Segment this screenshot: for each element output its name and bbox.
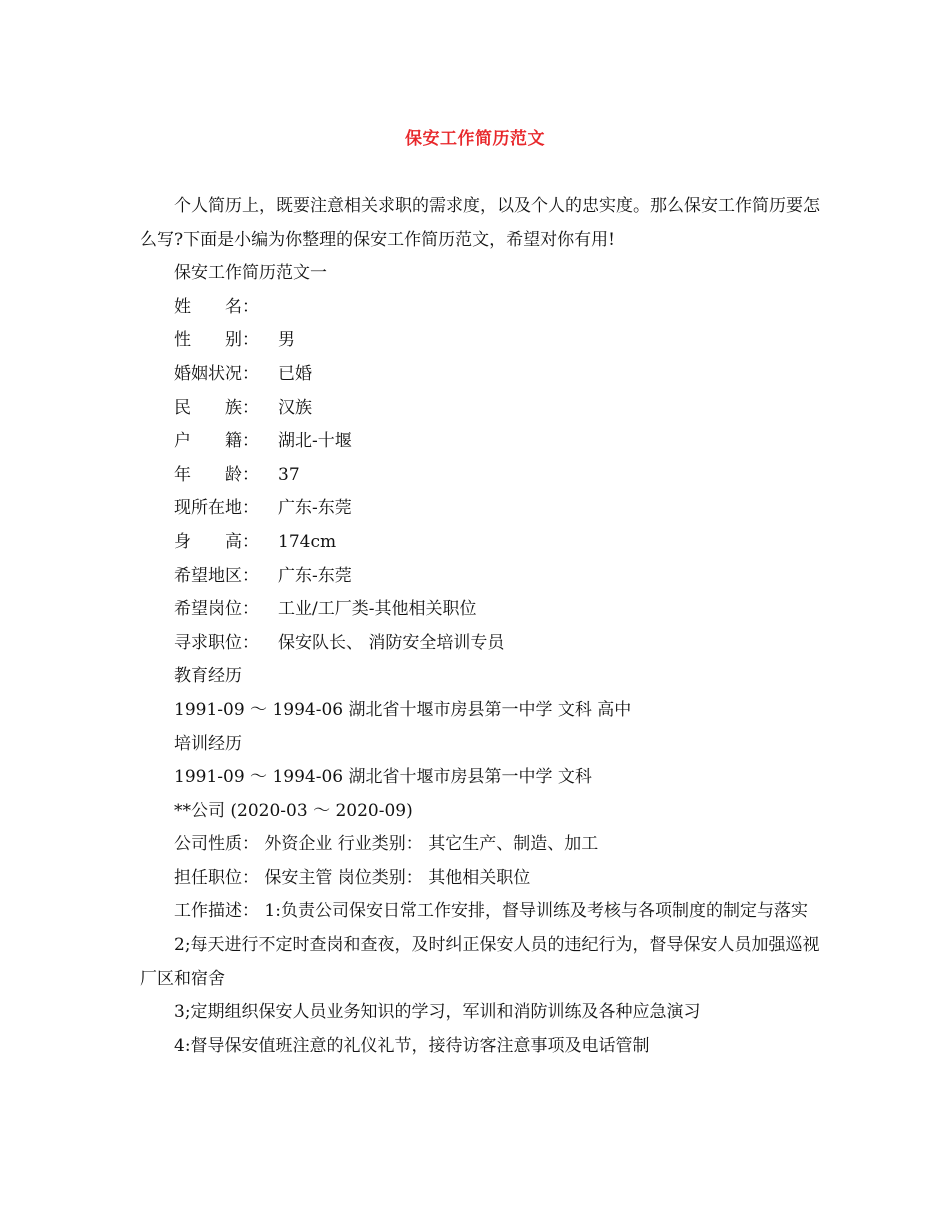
field-value: 汉族	[278, 397, 312, 418]
field-hukou	[140, 425, 820, 459]
page-title: 保安工作简历范文	[405, 129, 545, 149]
work-description: 工作描述： 1:负责公司保安日常工作安排，督导训练及考核与各项制度的制定与落实	[174, 901, 808, 922]
field-label: 姓 名：	[174, 296, 259, 317]
field-value: 已婚	[278, 363, 312, 384]
personal-info-list	[140, 291, 820, 661]
field-label: 现所在地：	[174, 498, 259, 519]
work-company: **公司 (2020-03 ～ 2020-09)	[174, 800, 413, 821]
field-label: 年 龄：	[174, 464, 259, 485]
field-value: 广东-东莞	[278, 498, 352, 519]
work-item-4: 4:督导保安值班注意的礼仪礼节，接待访客注意事项及电话管制	[174, 1035, 650, 1056]
field-desired-post	[140, 593, 820, 627]
field-height	[140, 526, 820, 560]
field-ethnicity	[140, 392, 820, 426]
field-label: 身 高：	[174, 531, 259, 552]
field-value: 174cm	[278, 531, 337, 552]
field-age	[140, 459, 820, 493]
training-heading: 培训经历	[174, 733, 242, 754]
field-label: 民 族：	[174, 397, 259, 418]
training-entry: 1991-09 ～ 1994-06 湖北省十堰市房县第一中学 文科	[174, 767, 592, 788]
intro-paragraph: 个人简历上，既要注意相关求职的需求度，以及个人的忠实度。那么保安工作简历要怎么写?下面是小编为你整理的保安工作简历范文，希望对你有用!	[140, 196, 820, 250]
field-value: 湖北-十堰	[278, 431, 352, 452]
field-label: 希望岗位：	[174, 599, 259, 620]
work-nature: 公司性质： 外资企业 行业类别： 其它生产、制造、加工	[174, 834, 599, 855]
field-seeking-position	[140, 627, 820, 661]
education-entry: 1991-09 ～ 1994-06 湖北省十堰市房县第一中学 文科 高中	[174, 699, 632, 720]
section-heading: 保安工作简历范文一	[174, 263, 327, 284]
field-value: 工业/工厂类-其他相关职位	[278, 599, 477, 620]
field-label: 性 别：	[174, 330, 259, 351]
field-label: 户 籍：	[174, 431, 259, 452]
document-body	[140, 190, 820, 1063]
field-name	[140, 291, 820, 325]
education-heading: 教育经历	[174, 666, 242, 687]
field-value: 保安队长、 消防安全培训专员	[278, 632, 505, 653]
field-value: 37	[278, 464, 300, 485]
field-desired-region	[140, 560, 820, 594]
field-label: 希望地区：	[174, 565, 259, 586]
field-gender	[140, 324, 820, 358]
field-value: 广东-东莞	[278, 565, 352, 586]
field-current-location	[140, 492, 820, 526]
work-item-3: 3;定期组织保安人员业务知识的学习，军训和消防训练及各种应急演习	[174, 1002, 701, 1023]
field-label: 寻求职位：	[174, 632, 259, 653]
field-label: 婚姻状况：	[174, 363, 259, 384]
work-position: 担任职位： 保安主管 岗位类别： 其他相关职位	[174, 867, 531, 888]
field-value: 男	[278, 330, 295, 351]
work-item-2: 2;每天进行不定时查岗和查夜，及时纠正保安人员的违纪行为，督导保安人员加强巡视厂区和宿舍	[140, 935, 820, 989]
field-marital-status	[140, 358, 820, 392]
